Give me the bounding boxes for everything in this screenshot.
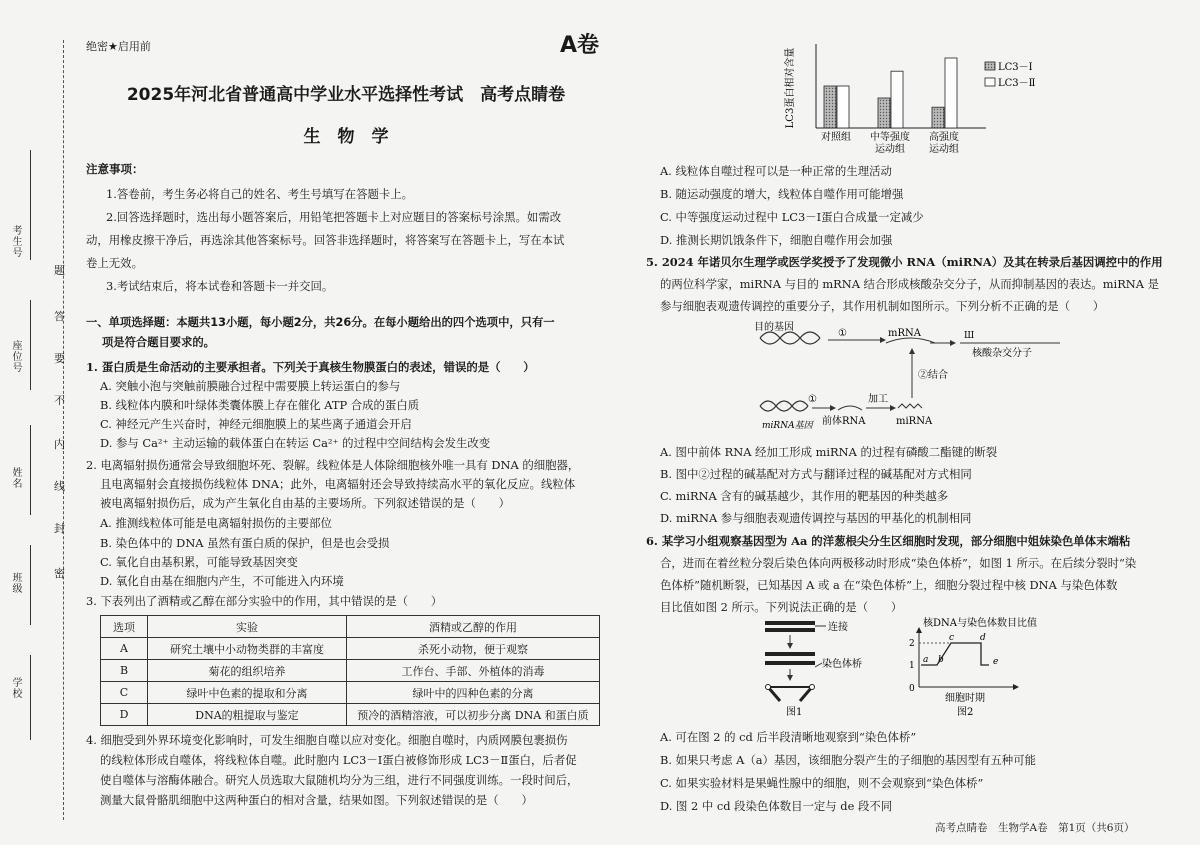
category-label: 高强度 bbox=[929, 132, 959, 143]
q4-option-a: A. 线粒体自噬过程可以是一种正常的生理活动 bbox=[660, 164, 892, 178]
margin-label-class: 班级 bbox=[10, 572, 21, 594]
point-d: d bbox=[980, 633, 986, 643]
table-cell: 研究土壤中小动物类群的丰富度 bbox=[148, 638, 347, 660]
y-tick-2: 2 bbox=[909, 639, 915, 649]
mirna-label: miRNA bbox=[896, 416, 933, 427]
table-header bbox=[101, 616, 600, 638]
mrna-label: mRNA bbox=[888, 328, 921, 339]
figure-2-caption: 图2 bbox=[957, 707, 974, 718]
binding-line bbox=[63, 40, 64, 820]
section-heading: 一、单项选择题：本题共13小题，每小题2分，共26分。在每小题给出的四个选项中，只有一 bbox=[86, 316, 555, 329]
fill-line bbox=[30, 150, 31, 260]
point-e: e bbox=[993, 657, 999, 667]
q2-stem: 被电离辐射损伤后，成为产生氧化自由基的主要场所。下列叙述错误的是（ ） bbox=[100, 496, 511, 510]
category-label: 运动组 bbox=[929, 144, 959, 155]
page-footer: 高考点睛卷 生物学A卷 第1页（共6页） bbox=[935, 822, 1135, 834]
q2-option-a: A. 推测线粒体可能是电离辐射损伤的主要部位 bbox=[100, 516, 332, 530]
q5-stem: 5. 2024 年诺贝尔生理学或医学奖授予了发现微小 RNA（miRNA）及其在转录后基因调控中的作用 bbox=[646, 255, 1163, 269]
notice-title: 注意事项： bbox=[86, 162, 144, 176]
q2-option-b: B. 染色体中的 DNA 虽然有蛋白质的保护，但是也会受损 bbox=[100, 536, 390, 550]
step-1-label: ① bbox=[838, 328, 847, 339]
q1-option-c: C. 神经元产生兴奋时，神经元细胞膜上的某些离子通道会开启 bbox=[100, 417, 412, 431]
q1-option-a: A. 突触小泡与突触前膜融合过程中需要膜上转运蛋白的参与 bbox=[100, 379, 401, 393]
arrow-head bbox=[909, 348, 915, 354]
q5-option-d: D. miRNA 参与细胞表观遗传调控与基因的甲基化的机制相同 bbox=[660, 511, 972, 525]
volume-label: A卷 bbox=[560, 33, 600, 58]
binding-char: 内 bbox=[54, 438, 65, 451]
category-label: 对照组 bbox=[821, 132, 851, 143]
arrow-head bbox=[787, 675, 793, 681]
bridge-shape bbox=[766, 685, 815, 702]
connect-label: 连接 bbox=[828, 622, 848, 633]
fill-line bbox=[30, 425, 31, 515]
q2-stem: 且电离辐射会直接损伤线粒体 DNA；此外，电离辐射还会导致持续高水平的氧化反应。线粒体 bbox=[100, 477, 576, 491]
q1-stem: 1. 蛋白质是生命活动的主要承担者。下列关于真核生物膜蛋白的表述，错误的是（ ） bbox=[86, 360, 535, 374]
fill-line bbox=[30, 300, 31, 390]
arrow-head bbox=[830, 405, 836, 411]
origin-label: 0 bbox=[909, 684, 915, 694]
arrow-head bbox=[787, 643, 793, 649]
dna-helix-bottom bbox=[760, 401, 808, 411]
table-cell: 选项 bbox=[101, 616, 148, 638]
fill-line bbox=[30, 545, 31, 625]
table-row bbox=[101, 682, 600, 704]
bar-lc3-i bbox=[932, 107, 944, 128]
binding-char: 答 bbox=[54, 310, 65, 323]
table-row bbox=[101, 704, 600, 726]
chromatid-pair-middle bbox=[765, 652, 815, 665]
binding-step-label: ②结合 bbox=[918, 370, 948, 381]
notice-line: 2.回答选择题时，选出每小题答案后，用铅笔把答题卡上对应题目的答案标号涂黑。如需改 bbox=[106, 210, 562, 224]
margin-label-school: 学校 bbox=[10, 677, 21, 699]
y-tick-1: 1 bbox=[909, 661, 915, 671]
q2-option-d: D. 氧化自由基在细胞内产生，不可能进入内环境 bbox=[100, 574, 344, 588]
q3-stem: 3. 下表列出了酒精或乙醇在部分实验中的作用，其中错误的是（ ） bbox=[86, 594, 443, 608]
ratio-curve bbox=[921, 643, 989, 665]
bar-lc3-ii bbox=[945, 58, 957, 128]
q6-option-b: B. 如果只考虑 A（a）基因，该细胞分裂产生的子细胞的基因型有五种可能 bbox=[660, 753, 1036, 767]
q4-stem: 使自噬体与溶酶体融合。研究人员选取大鼠随机均分为三组，进行不同强度训练。一段时间后， bbox=[100, 773, 579, 787]
table-row bbox=[101, 660, 600, 682]
legend-label: LC3－Ⅰ bbox=[998, 62, 1033, 73]
page-title: 2025年河北省普通高中学业水平选择性考试 高考点睛卷 bbox=[126, 85, 566, 105]
q5-option-b: B. 图中②过程的碱基配对方式与翻译过程的碱基配对方式相同 bbox=[660, 467, 972, 481]
x-axis-label: 细胞时期 bbox=[945, 693, 985, 704]
q4-stem: 4. 细胞受到外界环境变化影响时，可发生细胞自噬以应对变化。细胞自噬时，内质网膜包裹损伤 bbox=[86, 733, 568, 747]
table-cell: 绿叶中的四种色素的分离 bbox=[347, 682, 600, 704]
q4-option-c: C. 中等强度运动过程中 LC3－Ⅰ蛋白合成量一定减少 bbox=[660, 210, 924, 224]
q6-option-a: A. 可在图 2 的 cd 后半段清晰地观察到“染色体桥” bbox=[660, 730, 917, 744]
notice-line: 3.考试结束后，将本试卷和答题卡一并交回。 bbox=[106, 279, 334, 293]
arrow-head bbox=[950, 340, 956, 346]
legend-label: LC3－Ⅱ bbox=[998, 78, 1036, 89]
q1-option-b: B. 线粒体内膜和叶绿体类囊体膜上存在催化 ATP 合成的蛋白质 bbox=[100, 398, 420, 412]
figure-1-chromosome-bridge bbox=[760, 615, 890, 720]
fill-line bbox=[30, 655, 31, 740]
x-axis-arrow bbox=[1013, 684, 1019, 690]
point-b: b bbox=[938, 655, 944, 665]
category-label: 运动组 bbox=[875, 144, 905, 155]
section-heading-cont: 项是符合题目要求的。 bbox=[102, 336, 215, 349]
table-cell: 杀死小动物，便于观察 bbox=[347, 638, 600, 660]
q1-option-d: D. 参与 Ca²⁺ 主动运输的载体蛋白在转运 Ca²⁺ 的过程中空间结构会发生改变 bbox=[100, 436, 491, 450]
q3-table bbox=[100, 615, 600, 726]
mirna-mechanism-diagram bbox=[750, 318, 1080, 433]
hybrid-label: 核酸杂交分子 bbox=[972, 348, 1032, 359]
binding-char: 要 bbox=[54, 352, 65, 365]
table-cell: 绿叶中色素的提取和分离 bbox=[148, 682, 347, 704]
y-axis-label: LC3蛋白相对含量 bbox=[785, 47, 796, 129]
q5-stem: 的两位科学家，miRNA 与目的 mRNA 结合形成核酸杂交分子，从而抑制基因的表达。miRNA 是 bbox=[660, 277, 1159, 291]
q5-option-c: C. miRNA 含有的碱基越少，其作用的靶基因的种类越多 bbox=[660, 489, 949, 503]
bar-lc3-ii bbox=[891, 71, 903, 128]
table-row bbox=[101, 638, 600, 660]
subject-title: 生 物 学 bbox=[303, 127, 389, 147]
table-cell: 菊花的组织培养 bbox=[148, 660, 347, 682]
q4-stem: 的线粒体形成自噬体，将线粒体自噬。此时胞内 LC3－Ⅰ蛋白被修饰形成 LC3－Ⅱ蛋白，后者促 bbox=[100, 753, 577, 767]
margin-label-exam-no: 考生号 bbox=[10, 225, 21, 258]
process-label: 加工 bbox=[868, 394, 888, 405]
notice-line: 1.答卷前，考生务必将自己的姓名、考生号填写在答题卡上。 bbox=[106, 187, 414, 201]
table-cell: D bbox=[101, 704, 148, 726]
legend-swatch bbox=[985, 62, 995, 70]
mirna-strand bbox=[898, 404, 922, 408]
secret-mark: 绝密★启用前 bbox=[86, 40, 151, 53]
q6-stem: 目比值如图 2 所示。下列说法正确的是（ ） bbox=[660, 600, 903, 614]
q4-option-d: D. 推测长期饥饿条件下，细胞自噬作用会加强 bbox=[660, 233, 893, 247]
bar-lc3-i bbox=[824, 86, 836, 128]
binding-char: 密 bbox=[54, 567, 65, 580]
q2-option-c: C. 氧化自由基积累，可能导致基因突变 bbox=[100, 555, 298, 569]
table-cell: 工作台、手部、外植体的消毒 bbox=[347, 660, 600, 682]
q4-option-b: B. 随运动强度的增大，线粒体自噬作用可能增强 bbox=[660, 187, 904, 201]
table-cell: 预冷的酒精溶液，可以初步分离 DNA 和蛋白质 bbox=[347, 704, 600, 726]
graph-title: 核DNA与染色体数目比值 bbox=[923, 618, 1037, 629]
figure-1-caption: 图1 bbox=[786, 707, 803, 718]
lc3-bar-chart bbox=[780, 30, 1036, 160]
dna-helix-top bbox=[760, 332, 820, 344]
q6-option-d: D. 图 2 中 cd 段染色体数目一定与 de 段不同 bbox=[660, 799, 893, 813]
legend-swatch bbox=[985, 78, 995, 86]
category-label: 中等强度 bbox=[870, 132, 910, 143]
y-axis-arrow bbox=[916, 627, 922, 633]
hybrid-mark: Ш bbox=[964, 331, 975, 341]
step-1-label: ① bbox=[808, 394, 817, 405]
arrow-head bbox=[890, 405, 896, 411]
binding-char: 题 bbox=[54, 264, 65, 277]
notice-line: 卷上无效。 bbox=[86, 256, 143, 270]
table-cell: C bbox=[101, 682, 148, 704]
table-cell: 实验 bbox=[148, 616, 347, 638]
table-cell: A bbox=[101, 638, 148, 660]
binding-char: 不 bbox=[54, 394, 65, 407]
figure-2-dna-ratio-graph bbox=[905, 615, 1065, 720]
point-a: a bbox=[923, 655, 929, 665]
point-c: c bbox=[949, 633, 955, 643]
table-cell: 酒精或乙醇的作用 bbox=[347, 616, 600, 638]
q6-stem: 6. 某学习小组观察基因型为 Aa 的洋葱根尖分生区细胞时发现，部分细胞中姐妹染色单体末端粘 bbox=[646, 534, 1131, 548]
binding-margin bbox=[0, 0, 72, 845]
precursor-strand bbox=[838, 406, 862, 410]
q6-option-c: C. 如果实验材料是果蝇性腺中的细胞，则不会观察到“染色体桥” bbox=[660, 776, 984, 790]
q5-stem: 参与细胞表观遗传调控的重要分子，其作用机制如图所示。下列分析不正确的是（ ） bbox=[660, 299, 1105, 313]
bar-lc3-i bbox=[878, 98, 890, 128]
arrow-head bbox=[880, 337, 886, 343]
mirna-gene-label: miRNA基因 bbox=[762, 421, 813, 431]
bridge-label: 染色体桥 bbox=[822, 659, 862, 670]
q4-stem: 测量大鼠骨骼肌细胞中这两种蛋白的相对含量，结果如图。下列叙述错误的是（ ） bbox=[100, 793, 533, 807]
q6-stem: 色体桥”随机断裂，已知基因 A 或 a 在“染色体桥”上，细胞分裂过程中核 DNA 与染色体数 bbox=[660, 578, 1118, 592]
chromatid-pair-top bbox=[765, 621, 815, 632]
target-gene-label: 目的基因 bbox=[754, 322, 794, 333]
bar-lc3-ii bbox=[837, 86, 849, 128]
table-cell: B bbox=[101, 660, 148, 682]
q5-option-a: A. 图中前体 RNA 经加工形成 miRNA 的过程有磷酸二酯键的断裂 bbox=[660, 445, 998, 459]
binding-char: 封 bbox=[54, 522, 65, 535]
notice-line: 动，用橡皮擦干净后，再选涂其他答案标号。回答非选择题时，将答案写在答题卡上，写在本试 bbox=[86, 233, 565, 247]
margin-label-name: 姓名 bbox=[10, 467, 21, 489]
q6-stem: 合，进而在着丝粒分裂后染色体向两极移动时形成“染色体桥”，如图 1 所示。在后续分裂时“染 bbox=[660, 556, 1137, 570]
pointer-line bbox=[815, 663, 822, 667]
binding-char: 线 bbox=[54, 480, 65, 493]
precursor-label: 前体RNA bbox=[822, 416, 866, 427]
q2-stem: 2. 电离辐射损伤通常会导致细胞坏死、裂解。线粒体是人体除细胞核外唯一具有 DNA 的细胞器， bbox=[86, 458, 580, 472]
margin-label-seat: 座位号 bbox=[10, 340, 21, 373]
table-cell: DNA的粗提取与鉴定 bbox=[148, 704, 347, 726]
